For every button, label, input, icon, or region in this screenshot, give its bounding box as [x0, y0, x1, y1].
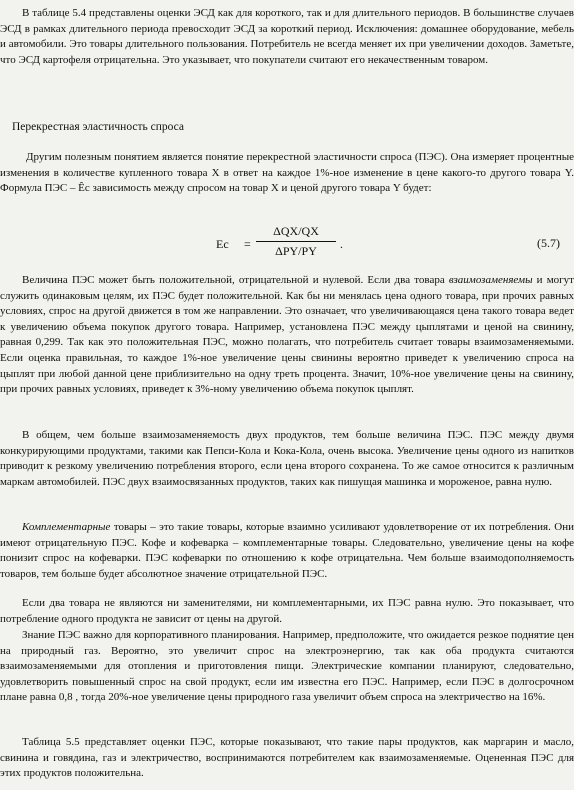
- p3-lead-text: Величина ПЭС может быть положительной, отрицательной и нулевой. Если два товара: [22, 274, 449, 286]
- formula-lhs: Ec: [216, 237, 229, 251]
- formula-fraction: [256, 224, 336, 259]
- paragraph-esd-estimates: В таблице 5.4 представлены оценки ЭСД как для короткого, так и для длительного периодов. В большинстве случаев ЭСД в рамках длительного периода превосходит ЭСД за короткий период. Исключения: домашнее оборудование, мебель и автомобили. Это товары длительного пользования. Потребитель не всегда меняет их при увеличении доходов. Заметьте, что ЭСД картофеля отрицательна. Это указывает, что покупатели считают его некачественным товаром.: [0, 7, 574, 66]
- p5-rest-text: товары – это такие товары, которые взаимно усиливают удовлетворение от их потребления. Они имеют отрицательную ПЭС. Кофе и кофеварка – комплементарные товары. Следовательно, увеличение цены на кофе понизит спрос на кофеварки. ПЭС кофеварки по отношению к кофе отрицательна. Чем больше взаимодополняемость товаров, тем больше будет абсолютное значение отрицательной ПЭС.: [0, 521, 574, 580]
- formula-5-7: [170, 222, 560, 272]
- p3-italic-term: взаимозаменяемы: [448, 274, 533, 286]
- formula-denominator: ΔPY/PY: [275, 244, 317, 258]
- paragraph-independent-goods: Если два товара не являются ни заменителями, ни комплементарными, их ПЭС равна нулю. Это показывает, что потребление одного продукта не зависит от цены на другой.: [0, 597, 574, 625]
- formula-equals: =: [244, 237, 251, 251]
- formula-numerator: ΔQX/QX: [273, 224, 319, 238]
- p3-rest-text: и могут служить одинаковым целям, их ПЭС будет положительной. Как бы ни менялась цена одного товара, при прочих равных условиях, спрос на другой движется в том же направлении. Это означает, что увеличивающаяся цена такого товара ведет к увеличению объема покупок другого товара. Например, установлена ПЭС между цыплятами и ценой на свинину, равная 0,299. Так как это положительная ПЭС, можно полагать, что потребитель считает товары взаимозаменяемыми. Если оценка правильная, то каждое 1%-ное увеличение цены свинины вероятно приведет к увеличению спроса на цыплят при любой данной цене приблизительно на одну треть процента. Значит, 10%-ное увеличение цены на свинину, при прочих равных условиях, приведет к 3%-ному увеличению объема покупок цыплят.: [0, 274, 574, 396]
- paragraph-complements: [0, 520, 574, 582]
- paragraph-table-5-5: Таблица 5.5 представляет оценки ПЭС, которые показывают, что такие пары продуктов, как маргарин и масло, свинина и говядина, газ и электричество, воспринимаются потребителем как взаимозаменяемые. Оцененная ПЭС для этих продуктов положительна.: [0, 736, 574, 780]
- paragraph-cross-elasticity-definition: Другим полезным понятием является понятие перекрестной эластичности спроса (ПЭС). Она измеряет процентные изменения в количестве купленного товара X в ответ на каждое 1%-ное изменение в цене какого-то другого товара Y. Формула ПЭС – Êc зависимость между спросом на товар X и ценой другого товара Y будет:: [0, 151, 574, 195]
- paragraph-substitutes: [0, 273, 574, 398]
- p5-italic-term: Комплементарные: [22, 521, 111, 533]
- formula-trailing-dot: .: [340, 237, 343, 251]
- section-heading: Перекрестная эластичность спроса: [12, 121, 185, 133]
- formula-number: (5.7): [537, 236, 560, 250]
- paragraph-general: В общем, чем больше взаимозаменяемость двух продуктов, тем больше величина ПЭС. ПЭС между двумя конкурирующими продуктами, такими как Пепси-Кола и Кока-Кола, очень высока. Увеличение цены одного из напитков приводит к резкому увеличению потребления второго, если цена второго сохранена. То же самое относится к различным маркам автомобилей. ПЭС двух взаимосвязанных продуктов, таких как пишущая машинка и мороженое, равна нулю.: [0, 429, 574, 488]
- paragraph-corporate-planning: Знание ПЭС важно для корпоративного планирования. Например, предположите, что ожидается резкое поднятие цен на природный газ. Вероятно, это увеличит спрос на электроэнергию, так как оба продукта считаются взаимозаменяемыми для отопления и приготовления пищи. Электрические компании планируют, следовательно, удовлетворить повышенный спрос на свой продукт, если им известна его ПЭС. Например, если ПЭС в долгосрочном плане равна 0,8 , тогда 20%-ное увеличение цены природного газа увеличит объем спроса на электричество на 16%.: [0, 629, 574, 704]
